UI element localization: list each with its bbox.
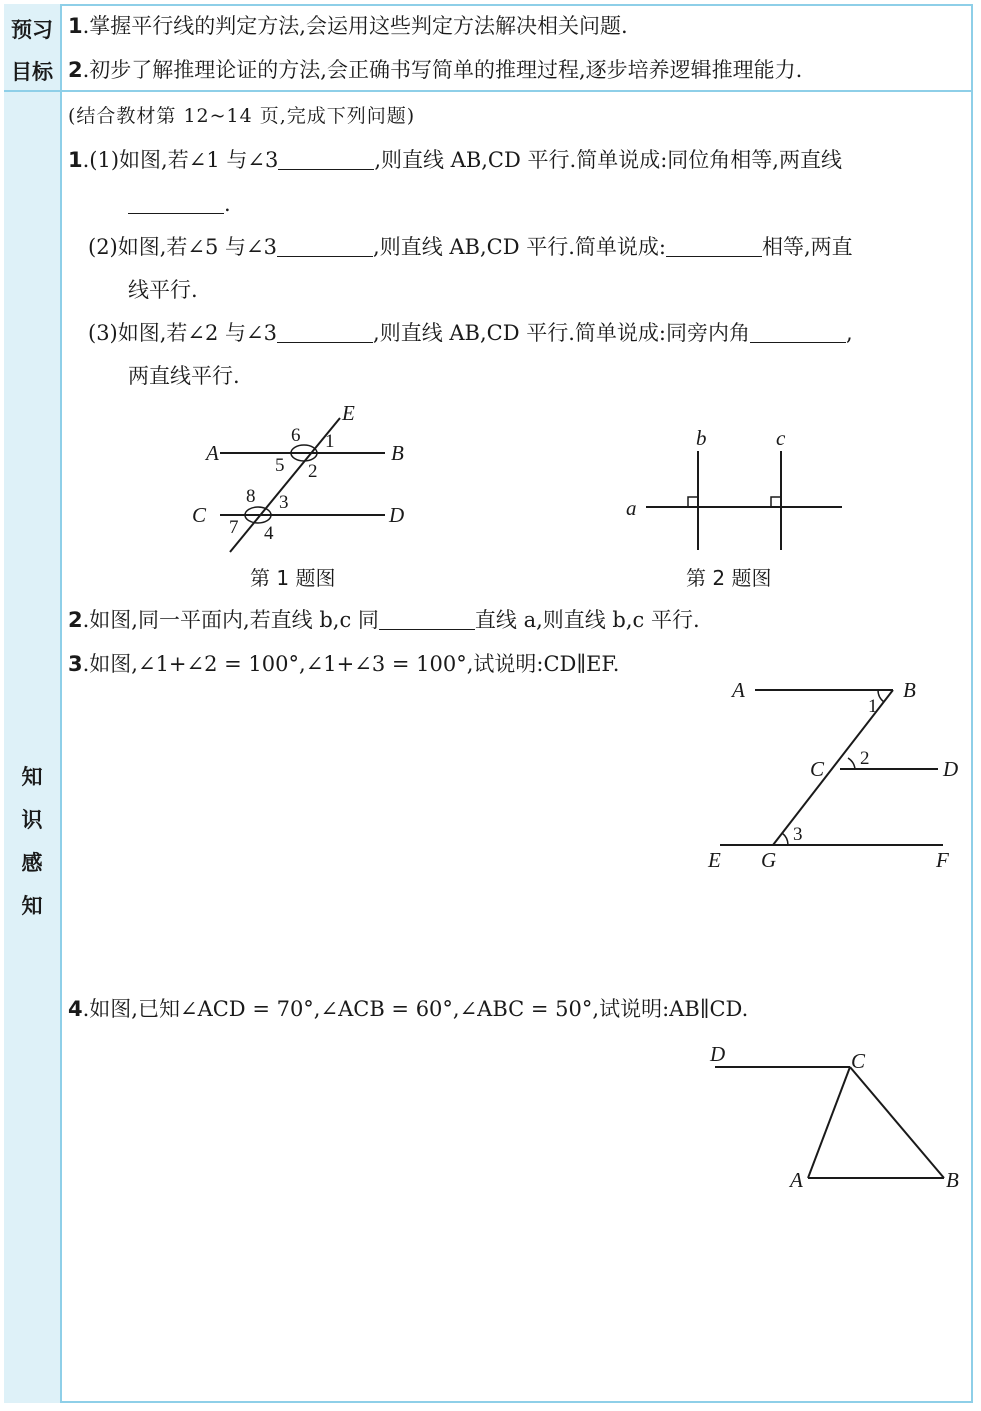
sidebar-knowledge-char: 知 xyxy=(21,765,43,789)
q1-part2-text-a: (2)如图,若∠5 与∠3 xyxy=(88,235,278,259)
line-cb xyxy=(850,1067,944,1178)
fig3-label-g: G xyxy=(761,848,777,872)
q3-line xyxy=(68,650,619,678)
sidebar-knowledge xyxy=(4,92,62,1403)
fig1-label-c: C xyxy=(192,503,207,527)
q1-part3-text-c: , xyxy=(845,321,853,345)
fig3-label-d: D xyxy=(943,757,959,781)
figure-3-diagram xyxy=(700,672,970,877)
goal-1 xyxy=(68,12,628,40)
fig1-angle-5: 5 xyxy=(275,455,285,476)
sidebar-knowledge-char: 感 xyxy=(21,851,43,875)
q1-number: 1 xyxy=(68,148,83,172)
angle-2-arc xyxy=(848,758,855,769)
fig1-angle-6: 6 xyxy=(291,425,301,446)
fig3-label-f: F xyxy=(936,848,949,872)
q4-number: 4 xyxy=(68,997,83,1021)
sidebar-knowledge-char: 知 xyxy=(21,894,43,918)
fig1-label-b: B xyxy=(391,441,404,465)
fig1-label-a: A xyxy=(206,441,219,465)
goal-2-number: 2 xyxy=(68,58,83,82)
q1-part1-text-a: .(1)如图,若∠1 与∠3 xyxy=(82,148,279,172)
q3-number: 3 xyxy=(68,652,83,676)
q1-part2-text-b: ,则直线 AB,CD 平行.简单说成: xyxy=(373,235,666,259)
angle-3-arc xyxy=(782,833,788,845)
q2-line xyxy=(68,606,700,634)
fig1-angle-2: 2 xyxy=(308,461,318,482)
sidebar-knowledge-char: 识 xyxy=(21,808,43,832)
answer-blank[interactable] xyxy=(277,320,373,343)
fig3-label-e: E xyxy=(708,848,721,872)
q1-part3 xyxy=(88,319,853,347)
answer-blank[interactable] xyxy=(379,607,475,630)
figure-1-diagram xyxy=(180,400,420,560)
fig4-label-b: B xyxy=(946,1168,959,1192)
fig3-label-c: C xyxy=(810,757,825,781)
answer-blank[interactable] xyxy=(128,191,224,214)
goal-2-text: .初步了解推理论证的方法,会正确书写简单的推理过程,逐步培养逻辑推理能力. xyxy=(82,58,803,82)
figure-2-caption: 第 2 题图 xyxy=(686,566,772,590)
q1-part3-text-b: ,则直线 AB,CD 平行.简单说成:同旁内角 xyxy=(373,321,750,345)
answer-blank[interactable] xyxy=(666,234,762,257)
fig2-label-c: c xyxy=(776,426,786,450)
fig4-label-c: C xyxy=(851,1049,866,1073)
fig3-angle-3: 3 xyxy=(793,824,803,845)
q1-part3-cont: 两直线平行. xyxy=(128,364,240,388)
q1-part2-text-c: 相等,两直 xyxy=(761,235,853,259)
q1-part2 xyxy=(88,233,853,261)
fig1-angle-4: 4 xyxy=(264,523,274,544)
fig3-angle-1: 1 xyxy=(868,696,878,717)
q2-text-b: 直线 a,则直线 b,c 平行. xyxy=(474,608,700,632)
q2-text-a: .如图,同一平面内,若直线 b,c 同 xyxy=(82,608,379,632)
fig1-label-e: E xyxy=(342,401,355,425)
sidebar-goals-label: 目标 xyxy=(11,60,53,84)
figure-2-diagram xyxy=(620,425,850,555)
q1-part1-end: . xyxy=(224,192,231,216)
q4-line xyxy=(68,995,748,1023)
goal-1-text: .掌握平行线的判定方法,会运用这些判定方法解决相关问题. xyxy=(82,14,628,38)
q1-part3-text-a: (3)如图,若∠2 与∠3 xyxy=(88,321,278,345)
right-angle-mark-c xyxy=(771,497,781,507)
goal-1-number: 1 xyxy=(68,14,83,38)
q4-text: .如图,已知∠ACD = 70°,∠ACB = 60°,∠ABC = 50°,试说明:AB∥CD. xyxy=(82,997,749,1021)
transversal-e xyxy=(230,418,340,552)
q2-number: 2 xyxy=(68,608,83,632)
fig3-label-a: A xyxy=(732,678,745,702)
fig2-label-a: a xyxy=(626,496,637,520)
fig4-label-d: D xyxy=(710,1042,726,1066)
section-divider xyxy=(62,90,973,92)
sidebar-preview-goals xyxy=(4,4,62,92)
answer-blank[interactable] xyxy=(277,234,373,257)
line-ca xyxy=(808,1067,850,1178)
fig1-angle-1: 1 xyxy=(325,431,335,452)
q3-text: .如图,∠1+∠2 = 100°,∠1+∠3 = 100°,试说明:CD∥EF. xyxy=(82,652,620,676)
q1-part2-cont: 线平行. xyxy=(128,278,198,302)
q1-part1-text-b: ,则直线 AB,CD 平行.简单说成:同位角相等,两直线 xyxy=(374,148,842,172)
right-angle-mark-b xyxy=(688,497,698,507)
fig3-angle-2: 2 xyxy=(860,748,870,769)
q1-part1 xyxy=(68,146,842,174)
goal-2 xyxy=(68,56,802,84)
answer-blank[interactable] xyxy=(750,320,846,343)
fig1-label-d: D xyxy=(389,503,405,527)
angle-1-arc xyxy=(878,690,884,702)
answer-blank[interactable] xyxy=(278,147,374,170)
fig4-label-a: A xyxy=(790,1168,803,1192)
figure-4-diagram xyxy=(700,1035,970,1195)
fig2-label-b: b xyxy=(696,426,707,450)
intro-note: (结合教材第 12~14 页,完成下列问题) xyxy=(68,105,416,127)
fig1-angle-3: 3 xyxy=(279,492,289,513)
fig1-angle-7: 7 xyxy=(229,517,239,538)
fig1-angle-8: 8 xyxy=(246,486,256,507)
q1-part1-cont xyxy=(128,190,231,218)
sidebar-preview-label: 预习 xyxy=(11,18,53,42)
fig3-label-b: B xyxy=(903,678,916,702)
figure-1-caption: 第 1 题图 xyxy=(250,566,336,590)
